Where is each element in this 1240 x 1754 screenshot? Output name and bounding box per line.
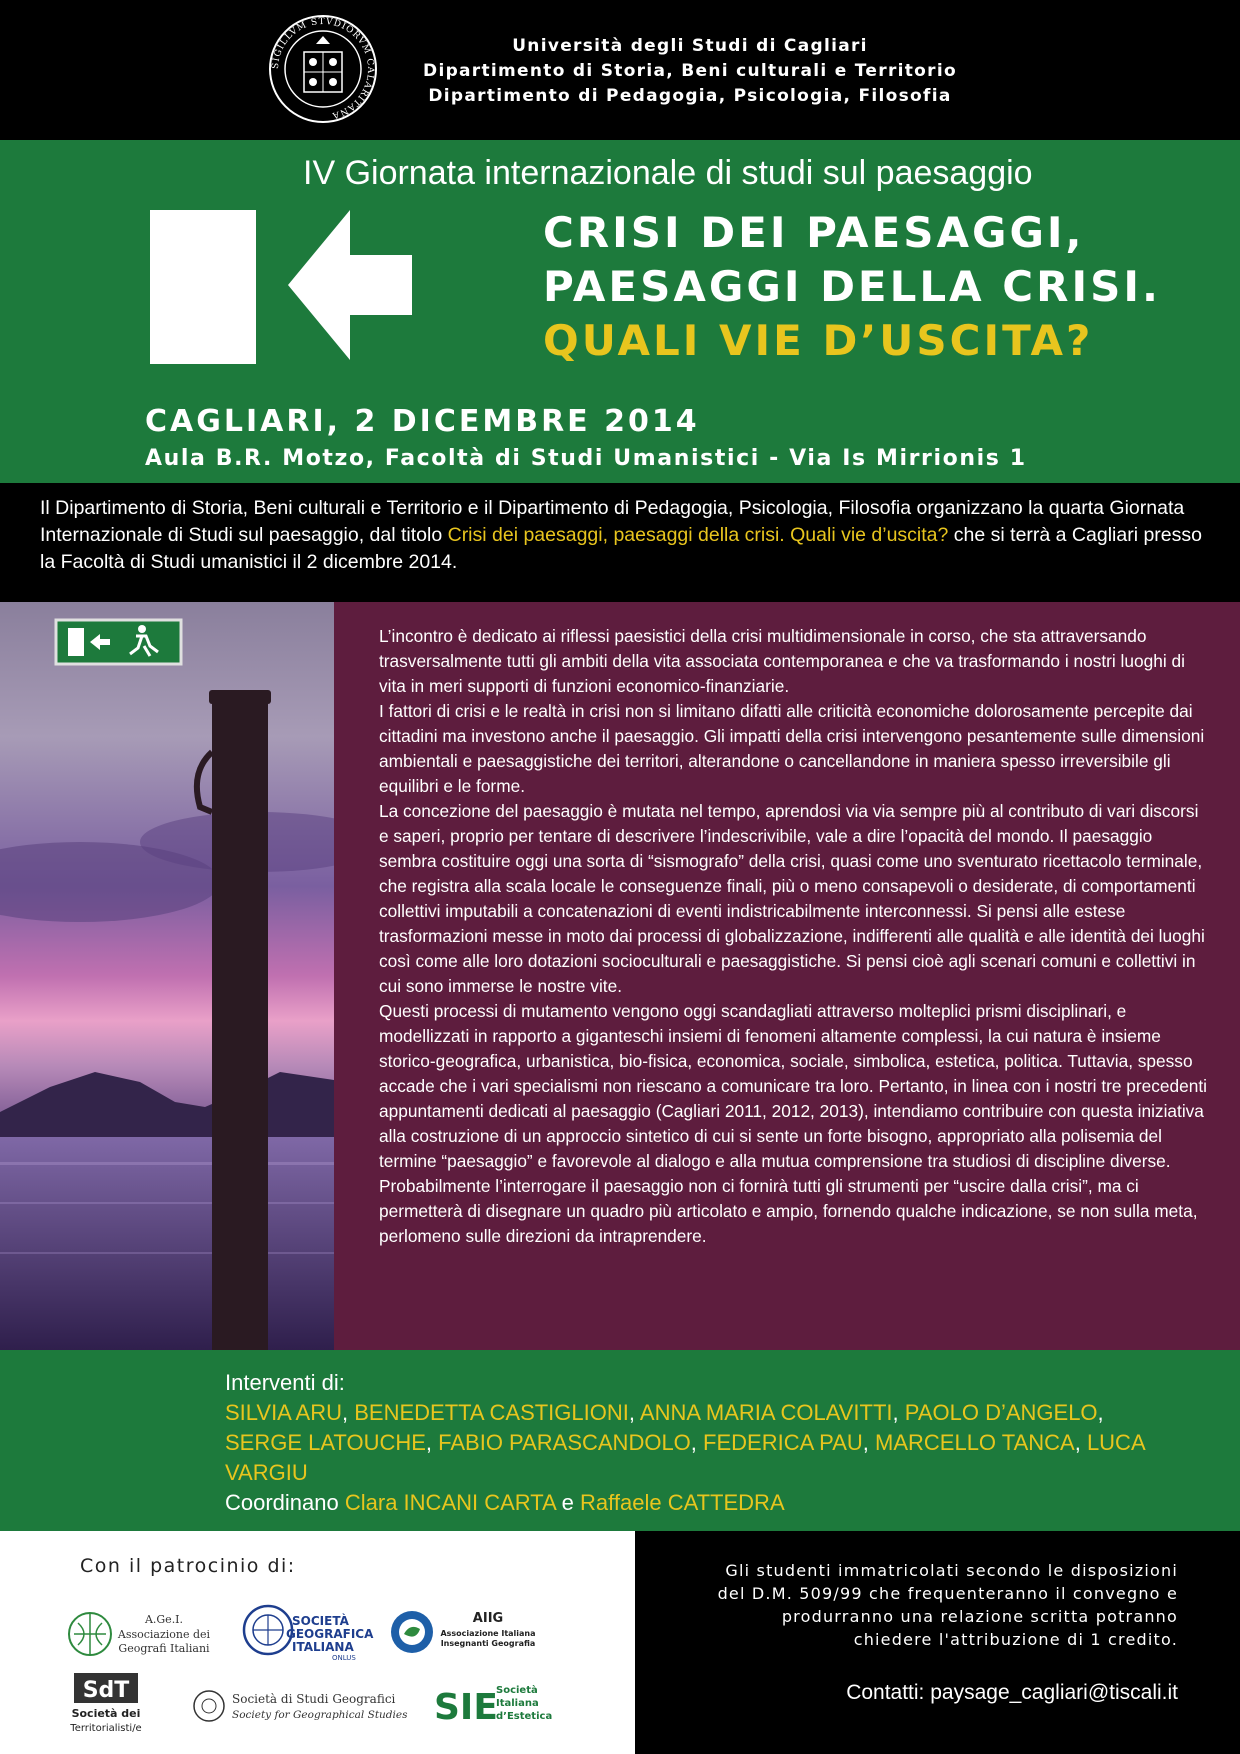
exit-door-icon <box>150 210 256 364</box>
speaker: FABIO PARASCANDOLO <box>438 1430 691 1455</box>
sie-abbr: SIE <box>434 1687 498 1728</box>
patronage-section <box>0 1531 635 1754</box>
intro-highlight: Crisi dei paesaggi, paesaggi della crisi. Quali vie d’uscita? <box>447 524 949 546</box>
aiig-name-2: Insegnanti Geografia <box>440 1639 536 1648</box>
speakers-list: SILVIA ARU, BENEDETTA CASTIGLIONI, ANNA MARIA COLAVITTI, PAOLO D’ANGELO, SERGE LATOUCHE, FABIO PARASCANDOLO, FEDERICA PAU, MARCELLO TANCA, LUCA VARGIU <box>225 1400 1145 1485</box>
exit-arrow-icon <box>288 210 412 360</box>
sie-name-3: d’Estetica <box>496 1711 553 1722</box>
sgi-name-2: GEOGRAFICA <box>286 1627 374 1641</box>
agei-name-2: Geografi Italiani <box>118 1642 210 1655</box>
body-paragraph-2: I fattori di crisi e le realtà in crisi non si limitano difatti alle criticità economiche dolorosamente percepite dai cittadini ma investono anche il paesaggio. Gli impatti della crisi intervengono pesantemente sulle dimensioni ambientali e paesaggistiche dei territori, alterandone o cancellandone in maniera spesso irreversibile gli equilibri e le forme. <box>379 701 1205 796</box>
sdt-name-1: Società dei <box>71 1707 141 1720</box>
aiig-name-1: Associazione Italiana <box>440 1629 536 1638</box>
sdt-abbr: SdT <box>82 1678 130 1703</box>
students-note-line: del D.M. 509/99 che frequenteranno il convegno e <box>717 1584 1178 1603</box>
ssg-name-1: Società di Studi Geografici <box>232 1692 396 1706</box>
coordinator: Raffaele CATTEDRA <box>580 1490 785 1515</box>
speaker: SERGE LATOUCHE <box>225 1430 426 1455</box>
description-panel <box>334 602 1240 1350</box>
event-subtitle: IV Giornata internazionale di studi sul paesaggio <box>303 154 1033 192</box>
speaker: LUCA VARGIU <box>225 1430 1145 1485</box>
students-note-line: Gli studenti immatricolati secondo le disposizioni <box>725 1561 1178 1580</box>
aiig-abbr: AIIG <box>472 1611 504 1626</box>
students-note-line: produrranno una relazione scritta potranno <box>781 1607 1178 1626</box>
patronage-label: Con il patrocinio di: <box>80 1555 296 1577</box>
intro-text-2: che si terrà a Cagliari presso la Facoltà di Studi umanistici il 2 dicembre 2014. <box>40 524 1202 573</box>
aiig-logo-icon <box>390 1607 540 1657</box>
coordinators-label: Coordinano <box>225 1490 345 1515</box>
title-line-1: CRISI DEI PAESAGGI, <box>543 208 1085 257</box>
agei-logo-icon <box>66 1609 226 1659</box>
info-section <box>635 1531 1240 1754</box>
sie-name-1: Società <box>496 1685 538 1696</box>
title-band <box>0 140 1240 483</box>
ssg-name-2: Society for Geographical Studies <box>232 1709 408 1721</box>
coordinators-and: e <box>555 1490 581 1515</box>
sie-name-2: Italiana <box>496 1698 539 1709</box>
university-name: Università degli Studi di Cagliari <box>512 36 868 56</box>
students-note-line: chiedere l'attribuzione di 1 credito. <box>853 1630 1178 1649</box>
sdt-logo-icon <box>68 1671 158 1741</box>
body-paragraph-4: Questi processi di mutamento vengono oggi scandagliati attraverso molteplici prismi disciplinari, e modellizzati in rapporto a giganteschi insiemi di fenomeni altamente complessi, la cui natura è insieme storico-geografica, urbanistica, bio-fisica, economica, sociale, simbolica, estetica, politica. Tuttavia, spesso accade che i vari specialismi non riescano a comunicare tra loro. Pertanto, in linea con i nostri tre precedenti appuntamenti dedicati al paesaggio (Cagliari 2011, 2012, 2013), intendiamo contribuire con questa iniziativa alla costruzione di un approccio sintetico di cui si sente un forte bisogno, appropriato alla polisemia del termine “paesaggio” e favorevole al dialogo e alla mutua comprensione tra studiosi di discipline diverse. Probabilmente l’interrogare il paesaggio non ci fornirà tutti gli strumenti per “uscire dalla crisi”, ma ci permetterà di disegnare un quadro più articolato e ampio, fornendo qualche indicazione, se non sulla meta, perlomeno sulle direzioni da intraprendere. <box>379 1001 1207 1246</box>
speaker: FEDERICA PAU <box>703 1430 863 1455</box>
coordinator: Clara INCANI CARTA <box>344 1490 556 1515</box>
speaker: PAOLO D’ANGELO <box>904 1400 1098 1425</box>
sgi-logo-icon <box>242 1595 372 1665</box>
body-paragraph-3: La concezione del paesaggio è mutata nel tempo, aprendosi via via sempre più al contributo di vari discorsi e saperi, proprio per tentare di descrivere l’indescrivibile, vale a dire l’opacità del mondo. Il paesaggio sembra costituire oggi una sorta di “sismografo” della crisi, quasi come uno sventurato ricettacolo terminale, che registra alla scala locale le conseguenze finali, più o meno consapevoli o desiderate, di comportamenti collettivi imputabili a concatenazioni di eventi indistricabilmente interconnessi. Si pensi alle estese trasformazioni messe in moto dai processi di globalizzazione, indifferenti alle qualità e alle identità dei luoghi così come alle loro dotazioni socioculturali e paesaggistiche. Si pensi cioè agli scenari comuni e collettivi in cui sono immerse le nostre vite. <box>379 801 1205 996</box>
sie-logo-icon <box>432 1675 553 1733</box>
intro-text-1: Il Dipartimento di Storia, Beni culturali e Territorio e il Dipartimento di Pedagogia, Psicologia, Filosofia organizzano la quarta Giornata Internazionale di Studi sul paesaggio, dal titolo <box>40 497 1185 546</box>
exit-sign-photo <box>0 602 334 1350</box>
sgi-name-1: SOCIETÀ <box>292 1614 349 1628</box>
speaker: MARCELLO TANCA <box>875 1430 1075 1455</box>
event-place: Aula B.R. Motzo, Facoltà di Studi Umanistici - Via Is Mirrionis 1 <box>145 446 1027 471</box>
sgi-name-4: ONLUS <box>332 1654 356 1662</box>
speaker: BENEDETTA CASTIGLIONI <box>354 1400 629 1425</box>
agei-abbr: A.Ge.I. <box>144 1613 184 1626</box>
main-title <box>543 206 1161 368</box>
seal-text: SIGILLVM STVDIORVM CALARITANA <box>270 16 376 121</box>
header <box>0 0 1240 140</box>
department-history: Dipartimento di Storia, Beni culturali e Territorio <box>423 61 957 81</box>
speaker: ANNA MARIA COLAVITTI <box>639 1400 893 1425</box>
body-paragraph-1: L’incontro è dedicato ai riflessi paesistici della crisi multidimensionale in corso, che sta attraversando trasversalmente tutti gli ambiti della vita associata contemporanea e che va trasformando i nostri luoghi di vita in meri supporti di funzioni economico-finanziarie. <box>379 626 1185 696</box>
title-line-2: PAESAGGI DELLA CRISI. <box>543 262 1161 311</box>
speaker: SILVIA ARU <box>225 1400 342 1425</box>
students-note <box>718 1559 1178 1651</box>
intro-section <box>0 483 1240 602</box>
agei-name-1: Associazione dei <box>117 1628 211 1641</box>
university-seal-icon <box>268 14 378 124</box>
department-pedagogy: Dipartimento di Pedagogia, Psicologia, Filosofia <box>428 86 952 106</box>
sdt-name-2: Territorialisti/e <box>70 1723 142 1734</box>
sgi-name-3: ITALIANA <box>292 1640 354 1654</box>
event-date: CAGLIARI, 2 DICEMBRE 2014 <box>145 404 700 439</box>
coordinators <box>225 1488 785 1518</box>
contact-email[interactable]: Contatti: paysage_cagliari@tiscali.it <box>846 1681 1178 1704</box>
ssg-logo-icon <box>192 1681 408 1731</box>
speakers-section <box>0 1350 1240 1531</box>
title-line-3: QUALI VIE D’USCITA? <box>543 316 1094 365</box>
speakers-label: Interventi di: <box>225 1370 345 1395</box>
intro-paragraph <box>40 495 1220 576</box>
